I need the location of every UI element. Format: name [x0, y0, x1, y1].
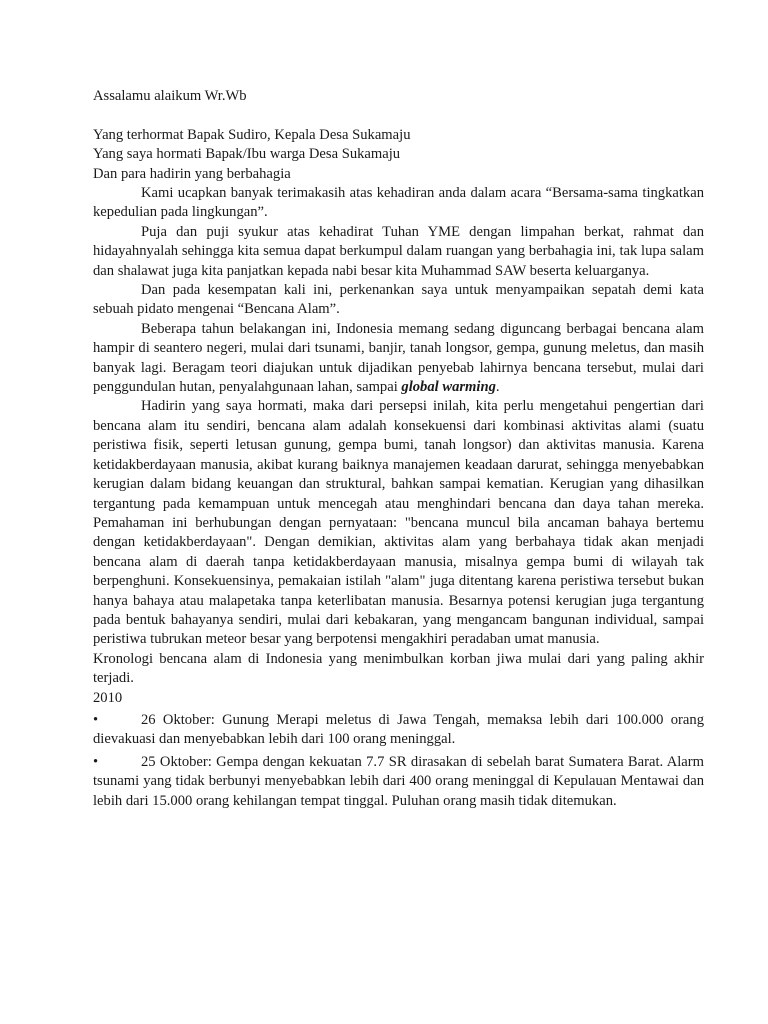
- event-list-item: [93, 711, 704, 750]
- salutation-line: Yang terhormat Bapak Sudiro, Kepala Desa Sukamaju: [93, 126, 411, 143]
- paragraph-topic: Dan pada kesempatan kali ini, perkenankan saya untuk menyampaikan sepatah demi kata sebuah pidato mengenai “Bencana Alam”.: [93, 282, 704, 318]
- event-text: 26 Oktober: Gunung Merapi meletus di Jawa Tengah, memaksa lebih dari 100.000 orang dievakuasi dan menyebabkan lebih dari 100 orang meninggal.: [93, 711, 704, 748]
- paragraph-thanks: Kami ucapkan banyak terimakasih atas kehadiran anda dalam acara “Bersama-sama tingkatkan kepedulian pada lingkungan”.: [93, 185, 704, 221]
- paragraph-chronology: Kronologi bencana alam di Indonesia yang menimbulkan korban jiwa mulai dari yang paling akhir terjadi.: [93, 650, 704, 687]
- event-text: 25 Oktober: Gempa dengan kekuatan 7.7 SR dirasakan di sebelah barat Sumatera Barat. Alarm tsunami yang tidak berbunyi menyebabkan lebih dari 400 orang meninggal di Kepulauan Mentawai dan lebih dari 15.000 orang kehilangan tempat tinggal. Puluhan orang masih tidak ditemukan.: [93, 753, 704, 809]
- background-end: .: [495, 379, 500, 396]
- bullet-icon: •: [93, 711, 99, 728]
- bullet-icon: •: [93, 753, 99, 770]
- event-list-item: [93, 753, 704, 811]
- year-heading: 2010: [93, 689, 123, 706]
- blank-line: [93, 106, 704, 125]
- paragraph-praise: Puja dan puji syukur atas kehadirat Tuhan YME dengan limpahan berkat, rahmat dan hidayahnyalah sehingga kita semua dapat berkumpul dalam ruangan yang berbahagia ini, tak lupa salam dan shalawat juga kita panjatkan kepada nabi besar kita Muhammad SAW beserta keluarganya.: [93, 223, 704, 279]
- greeting: Assalamu alaikum Wr.Wb: [93, 88, 247, 104]
- background-text: Beberapa tahun belakangan ini, Indonesia memang sedang diguncang berbagai bencana alam hampir di seantero negeri, mulai dari tsunami, banjir, tanah longsor, gempa, gunung meletus, dan masih banyak lagi. Beragam teori diajukan untuk dijadikan penyebab lahirnya bencana tersebut, mulai dari penggundulan hutan, penyalahgunaan lahan, sampai: [93, 320, 704, 396]
- paragraph-definition: Hadirin yang saya hormati, maka dari persepsi inilah, kita perlu mengetahui pengertian dari bencana alam itu sendiri, bencana alam adalah konsekuensi dari kombinasi aktivitas alami (suatu peristiwa fisik, seperti letusan gunung, gempa bumi, tanah longsor) dan aktivitas manusia. Karena ketidakberdayaan manusia, akibat kurang baiknya manajemen keadaan darurat, sehingga menyebabkan kerugian dalam bidang keuangan dan struktural, bahkan sampai kematian. Kerugian yang dihasilkan tergantung pada kemampuan untuk mencegah atau menghindari bencana dan daya tahan mereka. Pemahaman ini berhubungan dengan pernyataan: "bencana muncul bila ancaman bahaya bertemu dengan ketidakberdayaan". Dengan demikian, aktivitas alam yang berbahaya tidak akan menjadi bencana alam di daerah tanpa ketidakberdayaan manusia, misalnya gempa bumi di wilayah tak berpenghuni. Konsekuensinya, pemakaian istilah "alam" juga ditentang karena peristiwa tersebut bukan hanya bahaya atau malapetaka tanpa keterlibatan manusia. Besarnya potensi kerugian juga tergantung pada bentuk bahayanya sendiri, mulai dari kebakaran, yang mengancam bangunan individual, sampai peristiwa tubrukan meteor besar yang berpotensi mengakhiri peradaban umat manusia.: [93, 398, 704, 648]
- document-page: [93, 87, 704, 811]
- salutation-line: Dan para hadirin yang berbahagia: [93, 165, 291, 182]
- salutation-line: Yang saya hormati Bapak/Ibu warga Desa Sukamaju: [93, 146, 401, 163]
- emphasis-global-warming: global warming: [401, 379, 496, 396]
- paragraph-background: [93, 320, 704, 398]
